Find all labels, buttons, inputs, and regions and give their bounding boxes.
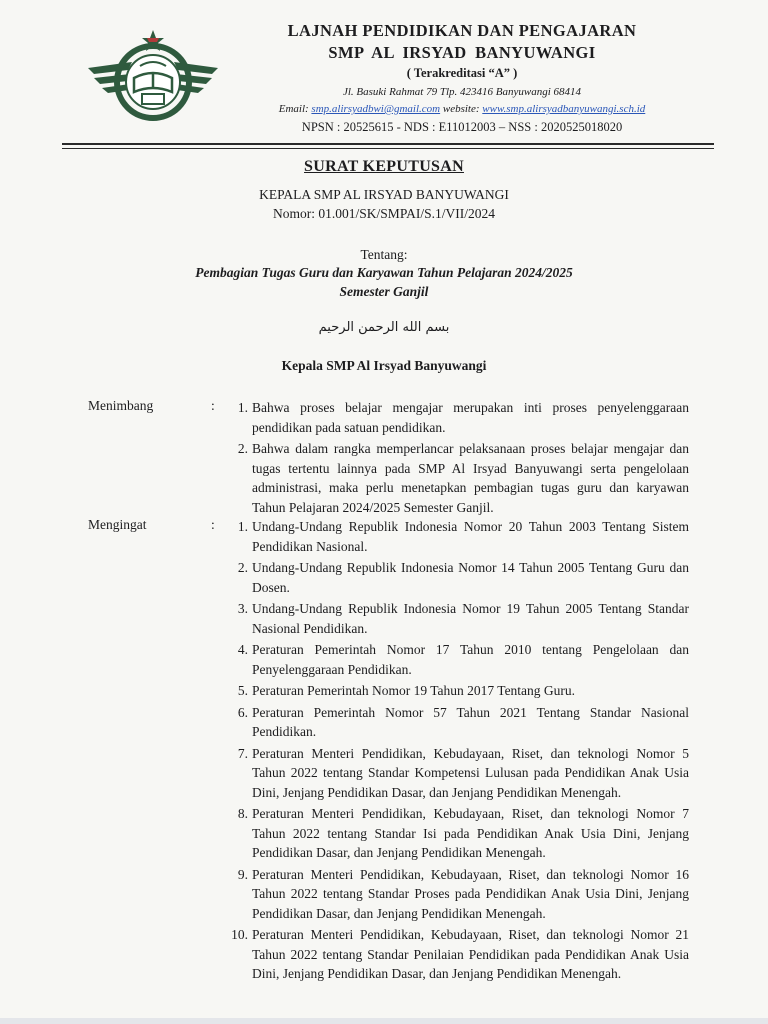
list-item: 4. Peraturan Pemerintah Nomor 17 Tahun 2010 tentang Pengelolaan dan Penyelenggaraan Pendidikan. <box>237 642 689 677</box>
school-ids: NPSN : 20525615 - NDS : E11012003 – NSS : 2020525018020 <box>301 120 623 134</box>
decree-subject <box>0 263 768 301</box>
website-link[interactable]: www.smp.alirsyadbanyuwangi.sch.id <box>482 103 646 115</box>
decree-issuer: KEPALA SMP AL IRSYAD BANYUWANGI <box>259 187 509 202</box>
about-label: Tentang: <box>360 247 408 262</box>
list-item: 10. Peraturan Menteri Pendidikan, Kebudayaan, Riset, dan teknologi Nomor 21 Tahun 2022 tentang Standar Penilaian Pendidikan pada Pendidikan Anak Usia Dini, Jenjang Pendidikan Dasar, dan Jenjang Pendidikan Menengah. <box>231 927 689 981</box>
subject-line-2: Semester Ganjil <box>339 284 429 299</box>
menimbang-list <box>222 398 689 519</box>
list-item: 3. Undang-Undang Republik Indonesia Nomor 19 Tahun 2005 Tentang Standar Nasional Pendidikan. <box>237 601 689 636</box>
list-item: 9. Peraturan Menteri Pendidikan, Kebudayaan, Riset, dan teknologi Nomor 16 Tahun 2022 tentang Standar Proses pada Pendidikan Anak Usia Dini, Jenjang Pendidikan Dasar, dan Jenjang Pendidikan Menengah. <box>237 866 689 921</box>
email-label: Email: <box>278 103 309 115</box>
basmalah: بسم الله الرحمن الرحيم <box>318 320 450 335</box>
institution-name: LAJNAH PENDIDIKAN DAN PENGAJARAN <box>287 21 637 40</box>
contact-line <box>232 101 692 118</box>
section-colon: : <box>211 517 215 532</box>
decree-title: SURAT KEPUTUSAN <box>304 158 464 175</box>
letterhead <box>232 20 692 137</box>
email-link[interactable]: smp.alirsyadbwi@gmail.com <box>311 103 441 115</box>
scan-edge <box>0 1018 768 1024</box>
decree-number: Nomor: 01.001/SK/SMPAI/S.1/VII/2024 <box>273 206 495 221</box>
list-item: 8. Peraturan Menteri Pendidikan, Kebudayaan, Riset, dan teknologi Nomor 7 Tahun 2022 tentang Standar Isi pada Pendidikan Anak Usia Dini, Jenjang Pendidikan Dasar, dan Jenjang Pendidikan Menengah. <box>237 806 689 860</box>
letterhead-divider-thin <box>62 148 714 149</box>
decree-head: Kepala SMP Al Irsyad Banyuwangi <box>281 358 487 373</box>
school-name: SMP AL IRSYAD BANYUWANGI <box>328 43 596 62</box>
subject-line-1: Pembagian Tugas Guru dan Karyawan Tahun Pelajaran 2024/2025 <box>195 265 573 280</box>
list-item: 2. Undang-Undang Republik Indonesia Nomor 14 Tahun 2005 Tentang Guru dan Dosen. <box>237 560 689 595</box>
list-item: 1. Undang-Undang Republik Indonesia Nomor 20 Tahun 2003 Tentang Sistem Pendidikan Nasional. <box>237 519 689 554</box>
list-item: 1. Bahwa proses belajar mengajar merupakan inti proses penyelenggaraan pendidikan pada satuan pendidikan. <box>237 400 689 435</box>
section-colon: : <box>211 398 215 413</box>
school-emblem-icon <box>84 26 222 134</box>
letterhead-divider-thick <box>62 143 714 145</box>
list-item: 5. Peraturan Pemerintah Nomor 19 Tahun 2017 Tentang Guru. <box>237 683 576 698</box>
section-label: Menimbang <box>88 398 154 413</box>
website-label: website: <box>442 103 480 115</box>
mengingat-list <box>222 517 689 986</box>
school-address: Jl. Basuki Rahmat 79 Tlp. 423416 Banyuwangi 68414 <box>342 86 581 98</box>
decree-header <box>0 185 768 223</box>
accreditation: ( Terakreditasi “A” ) <box>406 66 518 80</box>
list-item: 2. Bahwa dalam rangka memperlancar pelaksanaan proses belajar mengajar dan tugas tertentu lainnya pada SMP Al Irsyad Banyuwangi serta pengelolaan administrasi, maka perlu menetapkan pembagian tugas guru dan karyawan Tahun Pelajaran 2024/2025 Semester Ganjil. <box>237 441 689 515</box>
list-item: 7. Peraturan Menteri Pendidikan, Kebudayaan, Riset, dan teknologi Nomor 5 Tahun 2022 tentang Standar Kompetensi Lulusan pada Pendidikan Anak Usia Dini, Jenjang Pendidikan Dasar, dan Jenjang Pendidikan Menengah. <box>237 745 689 800</box>
section-label: Mengingat <box>88 517 147 532</box>
list-item: 6. Peraturan Pemerintah Nomor 57 Tahun 2021 Tentang Standar Nasional Pendidikan. <box>237 704 689 739</box>
